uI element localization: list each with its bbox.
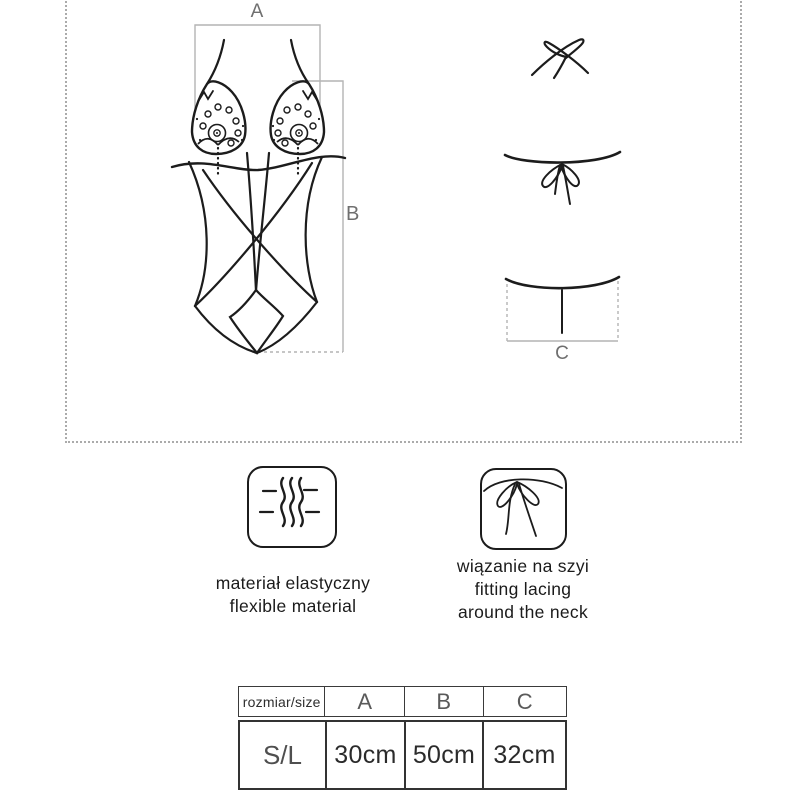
size-table-cell: 32cm xyxy=(482,722,565,788)
halter-tie-drawing xyxy=(532,39,588,78)
bodysuit-drawing xyxy=(172,40,345,353)
measure-a-label: A xyxy=(250,1,265,22)
size-table-data-row xyxy=(238,720,567,790)
feature-caption-lacing xyxy=(408,555,638,624)
feature-caption-elastic xyxy=(173,572,413,618)
size-table-cell: 30cm xyxy=(325,722,404,788)
elastic-waves-glyph xyxy=(249,468,334,545)
size-table-header-cell: C xyxy=(483,687,566,716)
measure-c-label: C xyxy=(555,343,570,364)
size-table-header-cell: A xyxy=(324,687,404,716)
feature-caption-line: around the neck xyxy=(457,602,588,622)
size-table-header-cell: rozmiar/size xyxy=(242,693,321,710)
bottom-width-drawing xyxy=(506,277,619,341)
neckline-tie-drawing xyxy=(505,152,620,204)
neck-lacing-icon xyxy=(480,468,567,550)
feature-caption-line: fitting lacing xyxy=(474,579,572,599)
size-table-cell: 50cm xyxy=(404,722,482,788)
elastic-material-icon xyxy=(247,466,337,548)
measure-b-label: B xyxy=(346,203,361,225)
size-table-cell: S/L xyxy=(262,739,302,770)
size-table-header-cell: B xyxy=(404,687,483,716)
size-table-header-row xyxy=(238,686,567,717)
feature-caption-line: materiał elastyczny xyxy=(215,573,371,593)
feature-caption-line: flexible material xyxy=(229,596,357,616)
neck-lacing-glyph xyxy=(482,470,564,547)
feature-caption-line: wiązanie na szyi xyxy=(456,556,590,576)
